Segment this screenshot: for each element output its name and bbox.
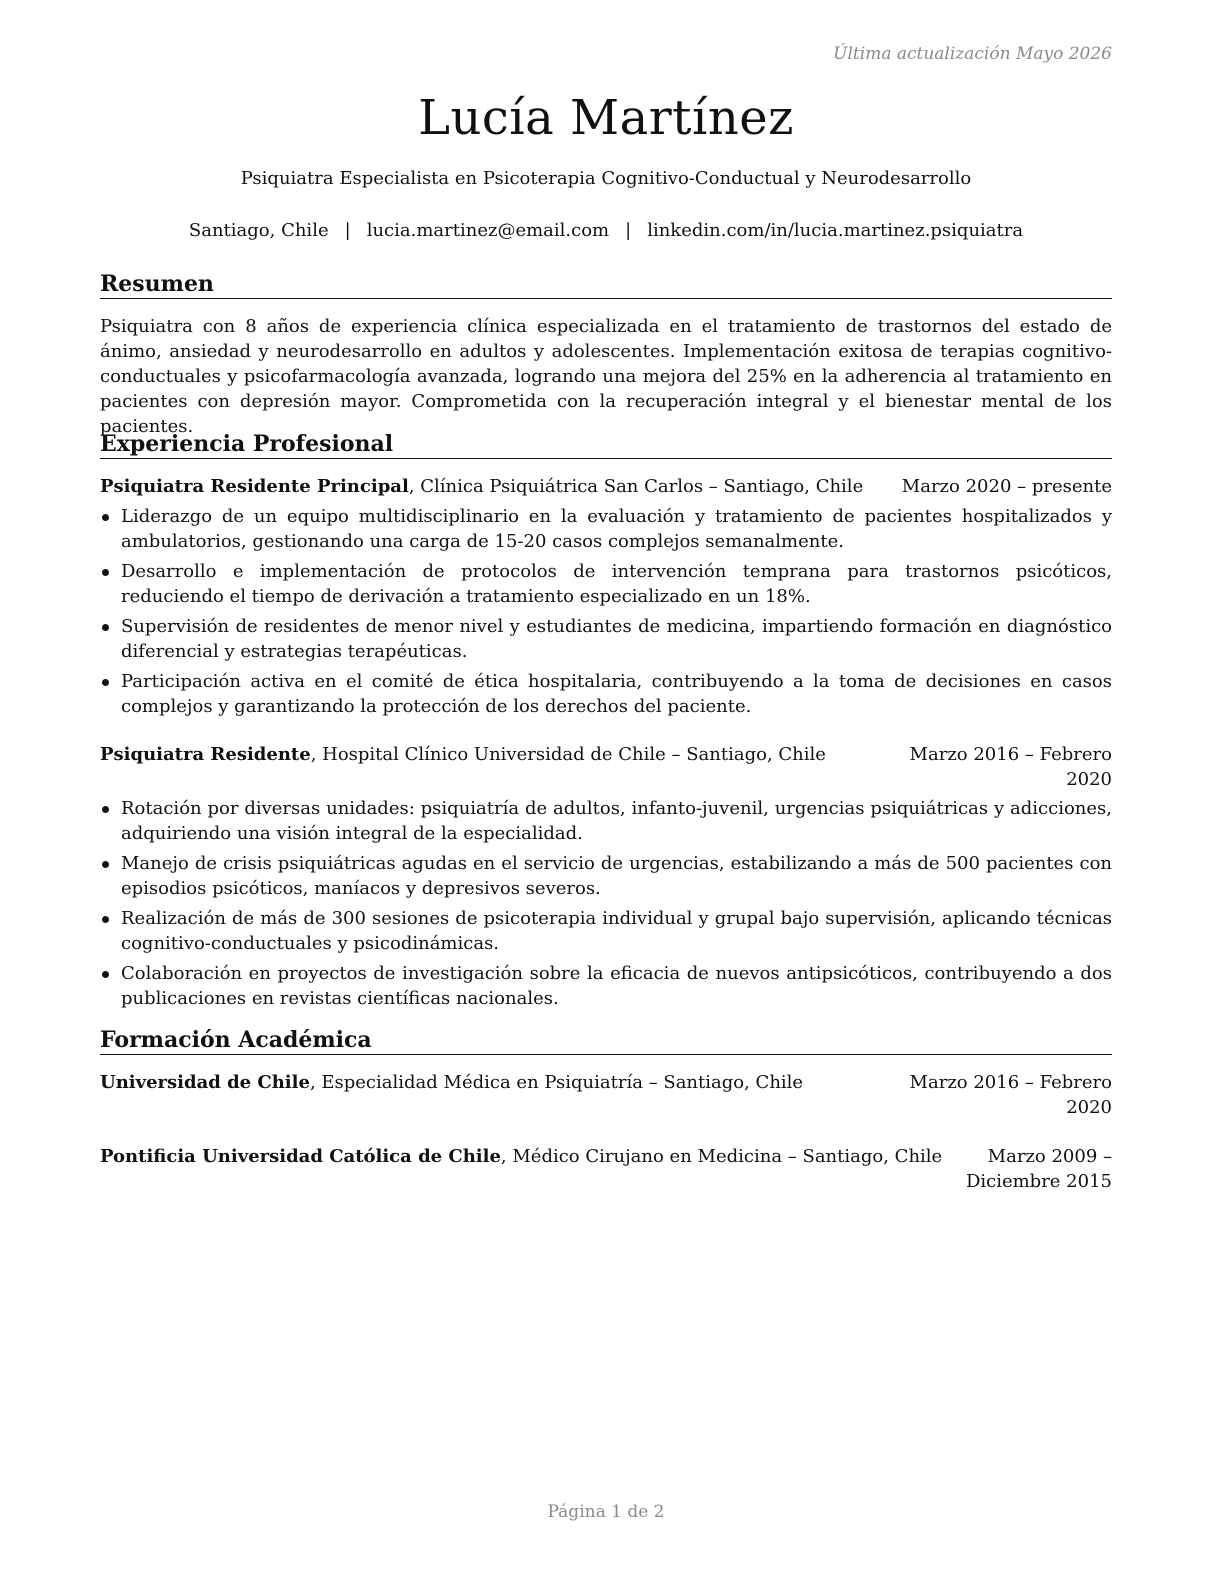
bullet-icon — [102, 514, 109, 521]
education-detail: , Especialidad Médica en Psiquiatría – Santiago, Chile — [309, 1072, 804, 1093]
summary-text: Psiquiatra con 8 años de experiencia clínica especializada en el tratamiento de trastornos del estado de ánimo, ansiedad y neurodesarrollo en adultos y adolescentes. Implementación exitosa de terapias cognitivo-conductuales y psicofarmacología avanzada, logrando una mejora del 25% en la adherencia al tratamiento en pacientes con depresión mayor. Comprometida con la recuperación integral y el bienestar mental de los pacientes. — [100, 316, 1112, 437]
education-institution: Pontificia Universidad Católica de Chile — [100, 1146, 501, 1167]
bullet-icon — [102, 861, 109, 868]
headline: Psiquiatra Especialista en Psicoterapia Cognitivo-Conductual y Neurodesarrollo — [240, 168, 972, 189]
location: Santiago, Chile — [188, 220, 329, 241]
bullet-icon — [102, 679, 109, 686]
separator: | — [625, 220, 632, 241]
education-header — [100, 1070, 1112, 1118]
bullet-text: Participación activa en el comité de ética hospitalaria, contribuyendo a la toma de decisiones en casos complejos y garantizando la protección de los derechos del paciente. — [121, 671, 1112, 717]
education-header — [100, 1144, 1112, 1192]
job-detail: , Hospital Clínico Universidad de Chile – Santiago, Chile — [310, 744, 826, 765]
list-item — [100, 961, 1112, 1011]
bullet-icon — [102, 624, 109, 631]
bullet-text: Liderazgo de un equipo multidisciplinario en la evaluación y tratamiento de pacientes hospitalizados y ambulatorios, gestionando una carga de 15-20 casos complejos semanalmente. — [121, 506, 1112, 552]
contact-line — [100, 219, 1112, 243]
list-item — [100, 851, 1112, 901]
bullet-text: Colaboración en proyectos de investigación sobre la eficacia de nuevos antipsicóticos, contribuyendo a dos publicaciones en revistas científicas nacionales. — [121, 963, 1112, 1009]
job-role: Psiquiatra Residente — [100, 744, 311, 765]
bullet-icon — [102, 806, 109, 813]
job-dates: Marzo 2016 – Febrero 2020 — [909, 744, 1112, 790]
list-item — [100, 669, 1112, 719]
section-title-education: Formación Académica — [100, 1026, 1112, 1055]
resume-page — [100, 0, 1112, 1584]
education-dates: Marzo 2009 – Diciembre 2015 — [965, 1146, 1112, 1192]
job-detail: , Clínica Psiquiátrica San Carlos – Santiago, Chile — [408, 476, 864, 497]
education-institution: Universidad de Chile — [100, 1072, 310, 1093]
job-bullets — [100, 504, 1112, 724]
bullet-text: Realización de más de 300 sesiones de psicoterapia individual y grupal bajo supervisión, aplicando técnicas cognitivo-conductuales y psicodinámicas. — [121, 908, 1112, 954]
job-role: Psiquiatra Residente Principal — [100, 476, 409, 497]
job-bullets — [100, 796, 1112, 1016]
list-item — [100, 614, 1112, 664]
email-link[interactable]: lucia.martinez@email.com — [366, 220, 610, 241]
bullet-text: Manejo de crisis psiquiátricas agudas en el servicio de urgencias, estabilizando a más de 500 pacientes con episodios psicóticos, maníacos y depresivos severos. — [121, 853, 1112, 899]
list-item — [100, 906, 1112, 956]
bullet-text: Rotación por diversas unidades: psiquiatría de adultos, infanto-juvenil, urgencias psiquiátricas y adicciones, adquiriendo una visión integral de la especialidad. — [121, 798, 1112, 844]
list-item — [100, 559, 1112, 609]
section-title-experience: Experiencia Profesional — [100, 430, 1112, 459]
education-dates: Marzo 2016 – Febrero 2020 — [909, 1072, 1112, 1118]
bullet-icon — [102, 569, 109, 576]
separator: | — [344, 220, 351, 241]
bullet-text: Desarrollo e implementación de protocolos de intervención temprana para trastornos psicóticos, reduciendo el tiempo de derivación a tratamiento especializado en un 18%. — [121, 561, 1112, 607]
list-item — [100, 504, 1112, 554]
list-item — [100, 796, 1112, 846]
job-dates: Marzo 2020 – presente — [901, 476, 1112, 497]
job-header — [100, 742, 1112, 790]
person-name: Lucía Martínez — [418, 90, 794, 146]
last-updated: Última actualización Mayo 2026 — [833, 44, 1112, 64]
bullet-icon — [102, 971, 109, 978]
linkedin-link[interactable]: linkedin.com/in/lucia.martinez.psiquiatra — [647, 220, 1024, 241]
job-header — [100, 474, 1112, 499]
bullet-icon — [102, 916, 109, 923]
education-detail: , Médico Cirujano en Medicina – Santiago, Chile — [500, 1146, 943, 1167]
bullet-text: Supervisión de residentes de menor nivel y estudiantes de medicina, impartiendo formación en diagnóstico diferencial y estrategias terapéuticas. — [121, 616, 1112, 662]
section-title-summary: Resumen — [100, 270, 1112, 299]
page-number: Página 1 de 2 — [547, 1502, 665, 1522]
